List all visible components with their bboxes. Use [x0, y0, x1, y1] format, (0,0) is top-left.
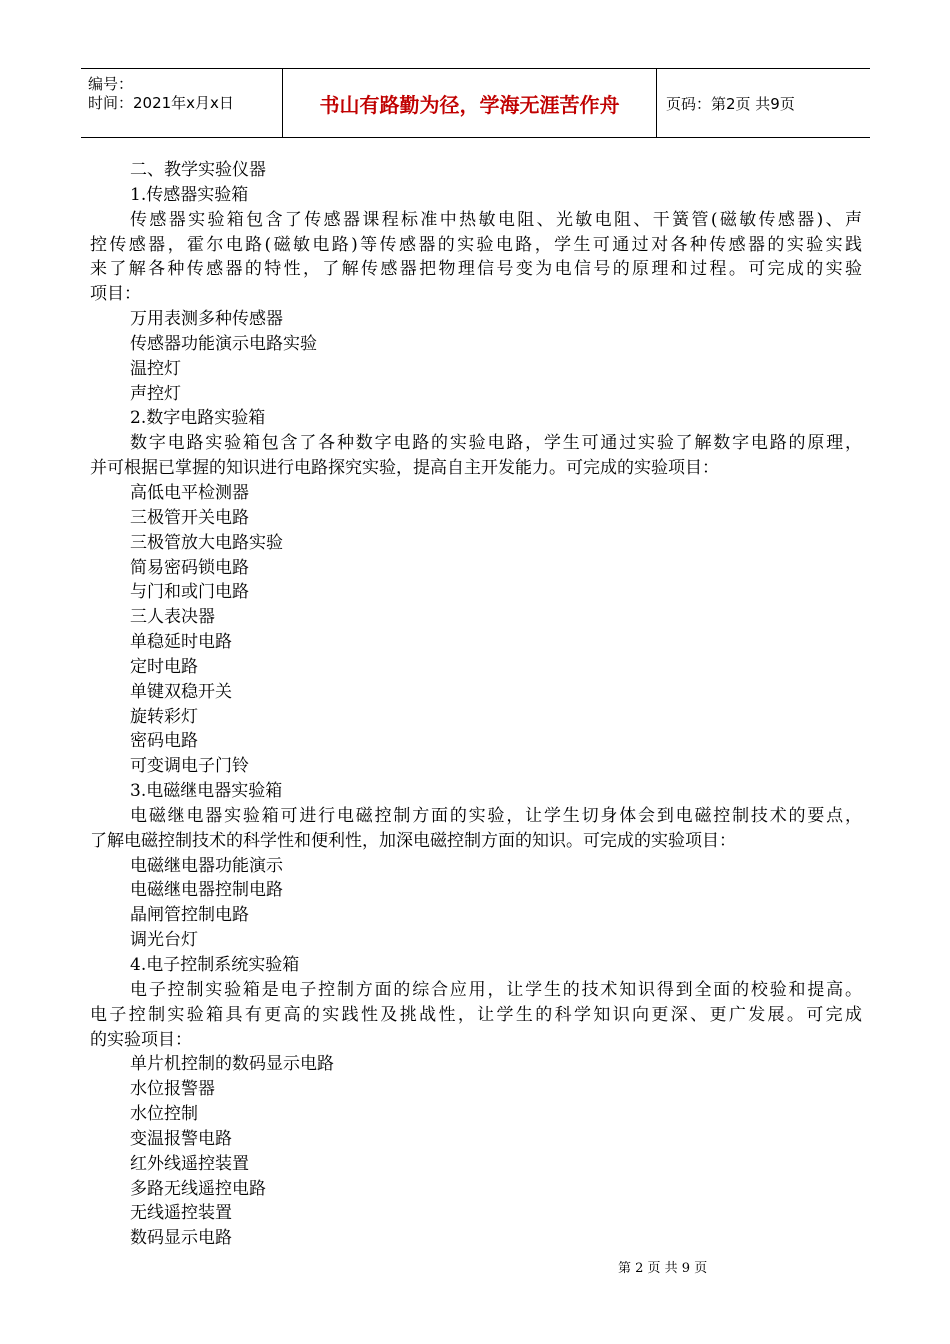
body-line: 传感器功能演示电路实验 — [130, 333, 317, 354]
body-line: 旋转彩灯 — [130, 706, 198, 727]
body-line: 4.电子控制系统实验箱 — [130, 955, 300, 975]
header-motto: 书山有路勤为径，学海无涯苦作舟 — [319, 92, 620, 117]
document-number-label: 编号： — [88, 75, 134, 93]
body-line: 高低电平检测器 — [130, 482, 249, 503]
body-line: 电子控制实验箱具有更高的实践性及挑战性，让学生的科学知识向更深、更广发展。可完成 — [90, 1004, 862, 1025]
document-date-label: 时间：2021年x月x日 — [88, 94, 234, 112]
header-meta-cell — [81, 69, 283, 137]
body-line: 红外线遥控装置 — [130, 1153, 249, 1174]
body-line: 多路无线遥控电路 — [130, 1178, 266, 1199]
body-line: 电子控制实验箱是电子控制方面的综合应用，让学生的技术知识得到全面的校验和提高。 — [130, 979, 862, 1000]
body-line: 三人表决器 — [130, 607, 215, 628]
body-line: 水位报警器 — [130, 1079, 215, 1100]
body-line: 简易密码锁电路 — [130, 557, 249, 578]
body-line: 变温报警电路 — [130, 1128, 232, 1149]
body-line: 调光台灯 — [130, 930, 198, 951]
body-line: 传感器实验箱包含了传感器课程标准中热敏电阻、光敏电阻、干簧管(磁敏传感器)、声 — [130, 209, 862, 230]
body-line: 数字电路实验箱包含了各种数字电路的实验电路，学生可通过实验了解数字电路的原理， — [130, 433, 862, 454]
body-line: 单片机控制的数码显示电路 — [130, 1054, 334, 1075]
body-line: 单稳延时电路 — [130, 632, 232, 653]
body-line: 水位控制 — [130, 1104, 198, 1125]
body-line: 来了解各种传感器的特性，了解传感器把物理信号变为电信号的原理和过程。可完成的实验 — [90, 259, 862, 280]
body-line: 密码电路 — [130, 731, 198, 752]
body-line: 二、教学实验仪器 — [130, 160, 266, 180]
body-line: 2.数字电路实验箱 — [130, 408, 266, 429]
body-line: 并可根据已掌握的知识进行电路探究实验，提高自主开发能力。可完成的实验项目： — [90, 458, 719, 479]
body-line: 了解电磁控制技术的科学性和便利性，加深电磁控制方面的知识。可完成的实验项目： — [90, 830, 736, 851]
body-line: 的实验项目： — [90, 1029, 192, 1050]
body-line: 万用表测多种传感器 — [130, 309, 283, 330]
body-line: 晶闸管控制电路 — [130, 905, 249, 926]
document-body — [90, 158, 862, 1251]
body-line: 与门和或门电路 — [130, 582, 249, 603]
body-line: 电磁继电器功能演示 — [130, 855, 283, 876]
header-page-info: 页码：第2页 共9页 — [666, 94, 795, 113]
body-line: 数码显示电路 — [130, 1228, 232, 1249]
body-line: 电磁继电器控制电路 — [130, 880, 283, 901]
body-line: 温控灯 — [130, 358, 181, 379]
body-line: 定时电路 — [130, 656, 198, 677]
body-line: 1.传感器实验箱 — [130, 184, 249, 205]
body-line: 三极管开关电路 — [130, 507, 249, 528]
body-line: 3.电磁继电器实验箱 — [130, 781, 283, 802]
body-line: 电磁继电器实验箱可进行电磁控制方面的实验，让学生切身体会到电磁控制技术的要点， — [130, 805, 862, 826]
body-line: 三极管放大电路实验 — [130, 532, 283, 553]
header-page-cell — [657, 69, 870, 137]
body-line: 无线遥控装置 — [130, 1203, 232, 1224]
page-footer: 第 2 页 共 9 页 — [618, 1261, 708, 1276]
body-line: 控传感器，霍尔电路(磁敏电路)等传感器的实验电路，学生可通过对各种传感器的实验实践 — [90, 234, 862, 255]
page-header — [81, 68, 870, 138]
body-line: 单键双稳开关 — [130, 681, 232, 702]
body-line: 项目： — [90, 284, 141, 305]
body-line: 声控灯 — [130, 383, 181, 404]
header-motto-cell — [283, 69, 657, 137]
body-line: 可变调电子门铃 — [130, 756, 249, 777]
